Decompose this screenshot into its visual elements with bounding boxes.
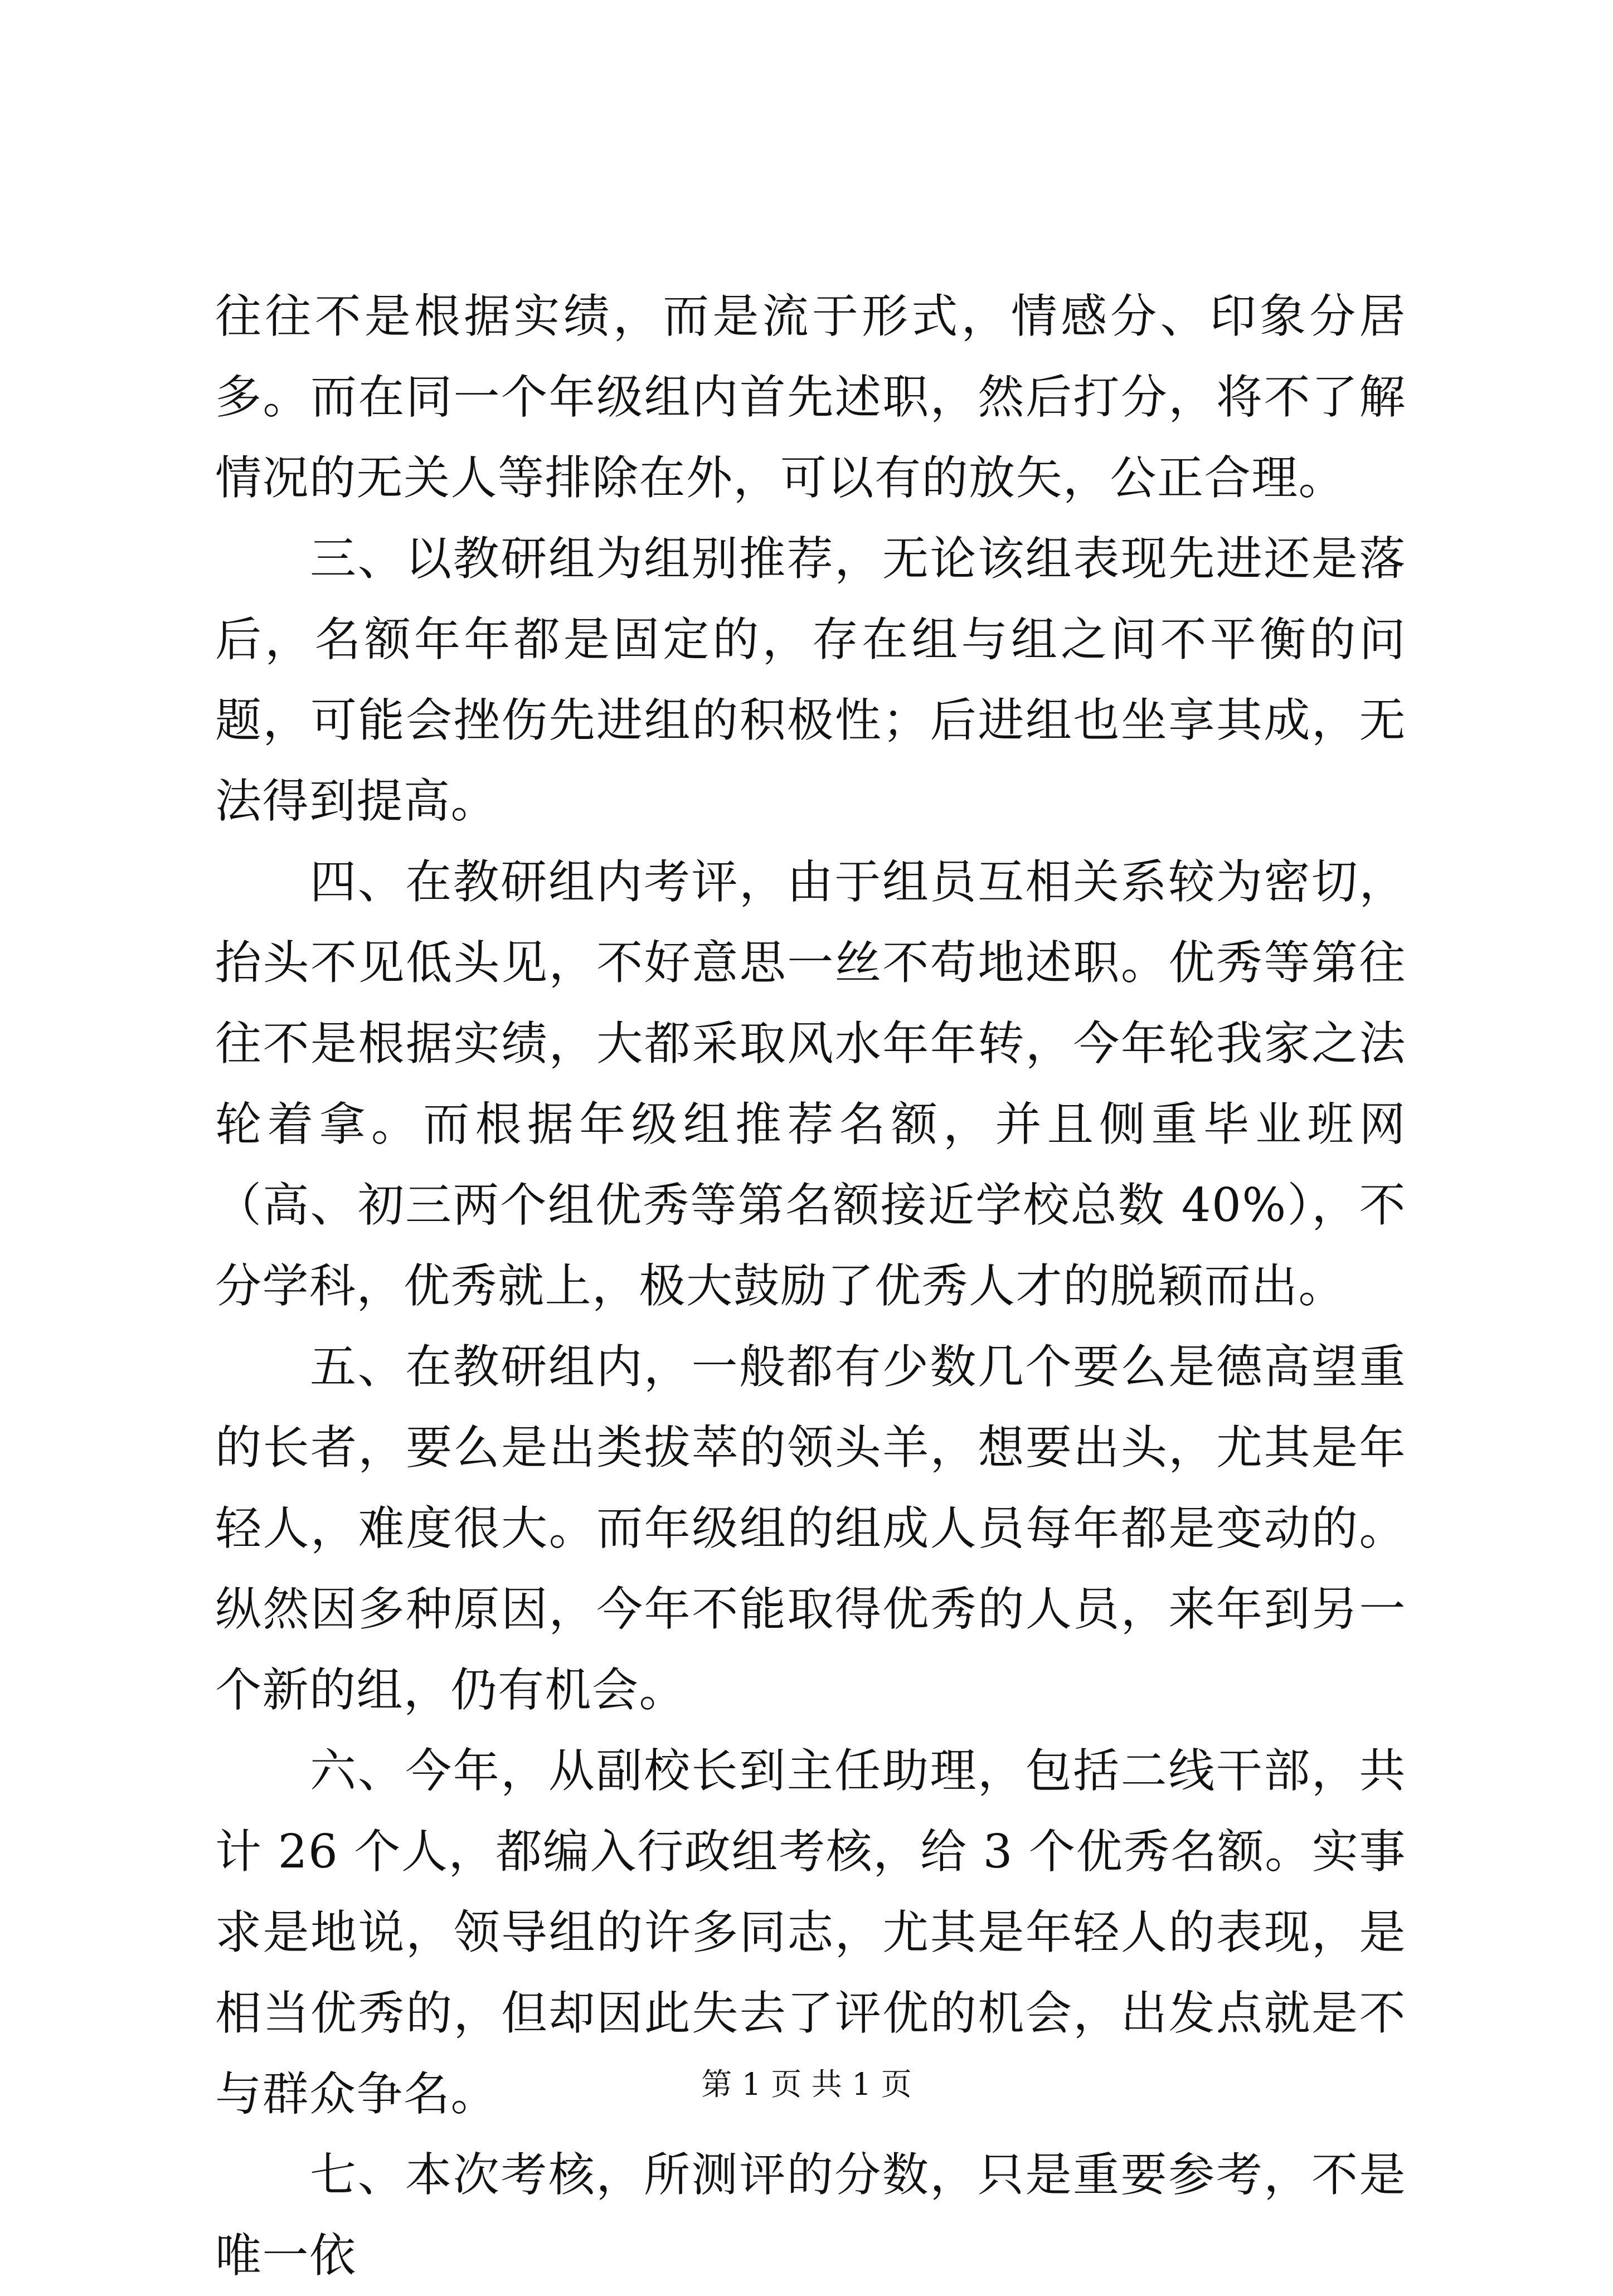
paragraph-point-three: 三、以教研组为组别推荐，无论该组表现先进还是落后，名额年年都是固定的，存在组与组之间不平衡的问题，可能会挫伤先进组的积极性；后进组也坐享其成，无法得到提高。 (215, 532, 1406, 828)
paragraph-point-five: 五、在教研组内，一般都有少数几个要么是德高望重的长者，要么是出类拔萃的领头羊，想要出头，尤其是年轻人，难度很大。而年级组的组成人员每年都是变动的。纵然因多种原因，今年不能取得优秀的人员，来年到另一个新的组，仍有机会。 (215, 1340, 1406, 1717)
page-number-footer: 第 1 页 共 1 页 (701, 2066, 912, 2102)
paragraph-point-seven: 七、本次考核，所测评的分数，只是重要参考，不是唯一依 (215, 2148, 1406, 2283)
paragraph-point-four: 四、在教研组内考评，由于组员互相关系较为密切，抬头不见低头见，不好意思一丝不苟地述职。优秀等第往往不是根据实绩，大都采取风水年年转，今年轮我家之法轮着拿。而根据年级组推荐名额，并且侧重毕业班网（高、初三两个组优秀等第名额接近学校总数 40%），不分学科，优秀就上，极大鼓励了优秀人才的脱颖而出。 (215, 855, 1406, 1313)
document-body (215, 276, 1406, 2296)
paragraph-point-six: 六、今年，从副校长到主任助理，包括二线干部，共计 26 个人，都编入行政组考核，给 3 个优秀名额。实事求是地说，领导组的许多同志，尤其是年轻人的表现，是相当优秀的，但却因此失去了评优的机会，出发点就是不与群众争名。 (215, 1744, 1406, 2121)
paragraph-continuation: 往往不是根据实绩，而是流于形式，情感分、印象分居多。而在同一个年级组内首先述职，然后打分，将不了解情况的无关人等排除在外，可以有的放矢，公正合理。 (215, 289, 1406, 505)
